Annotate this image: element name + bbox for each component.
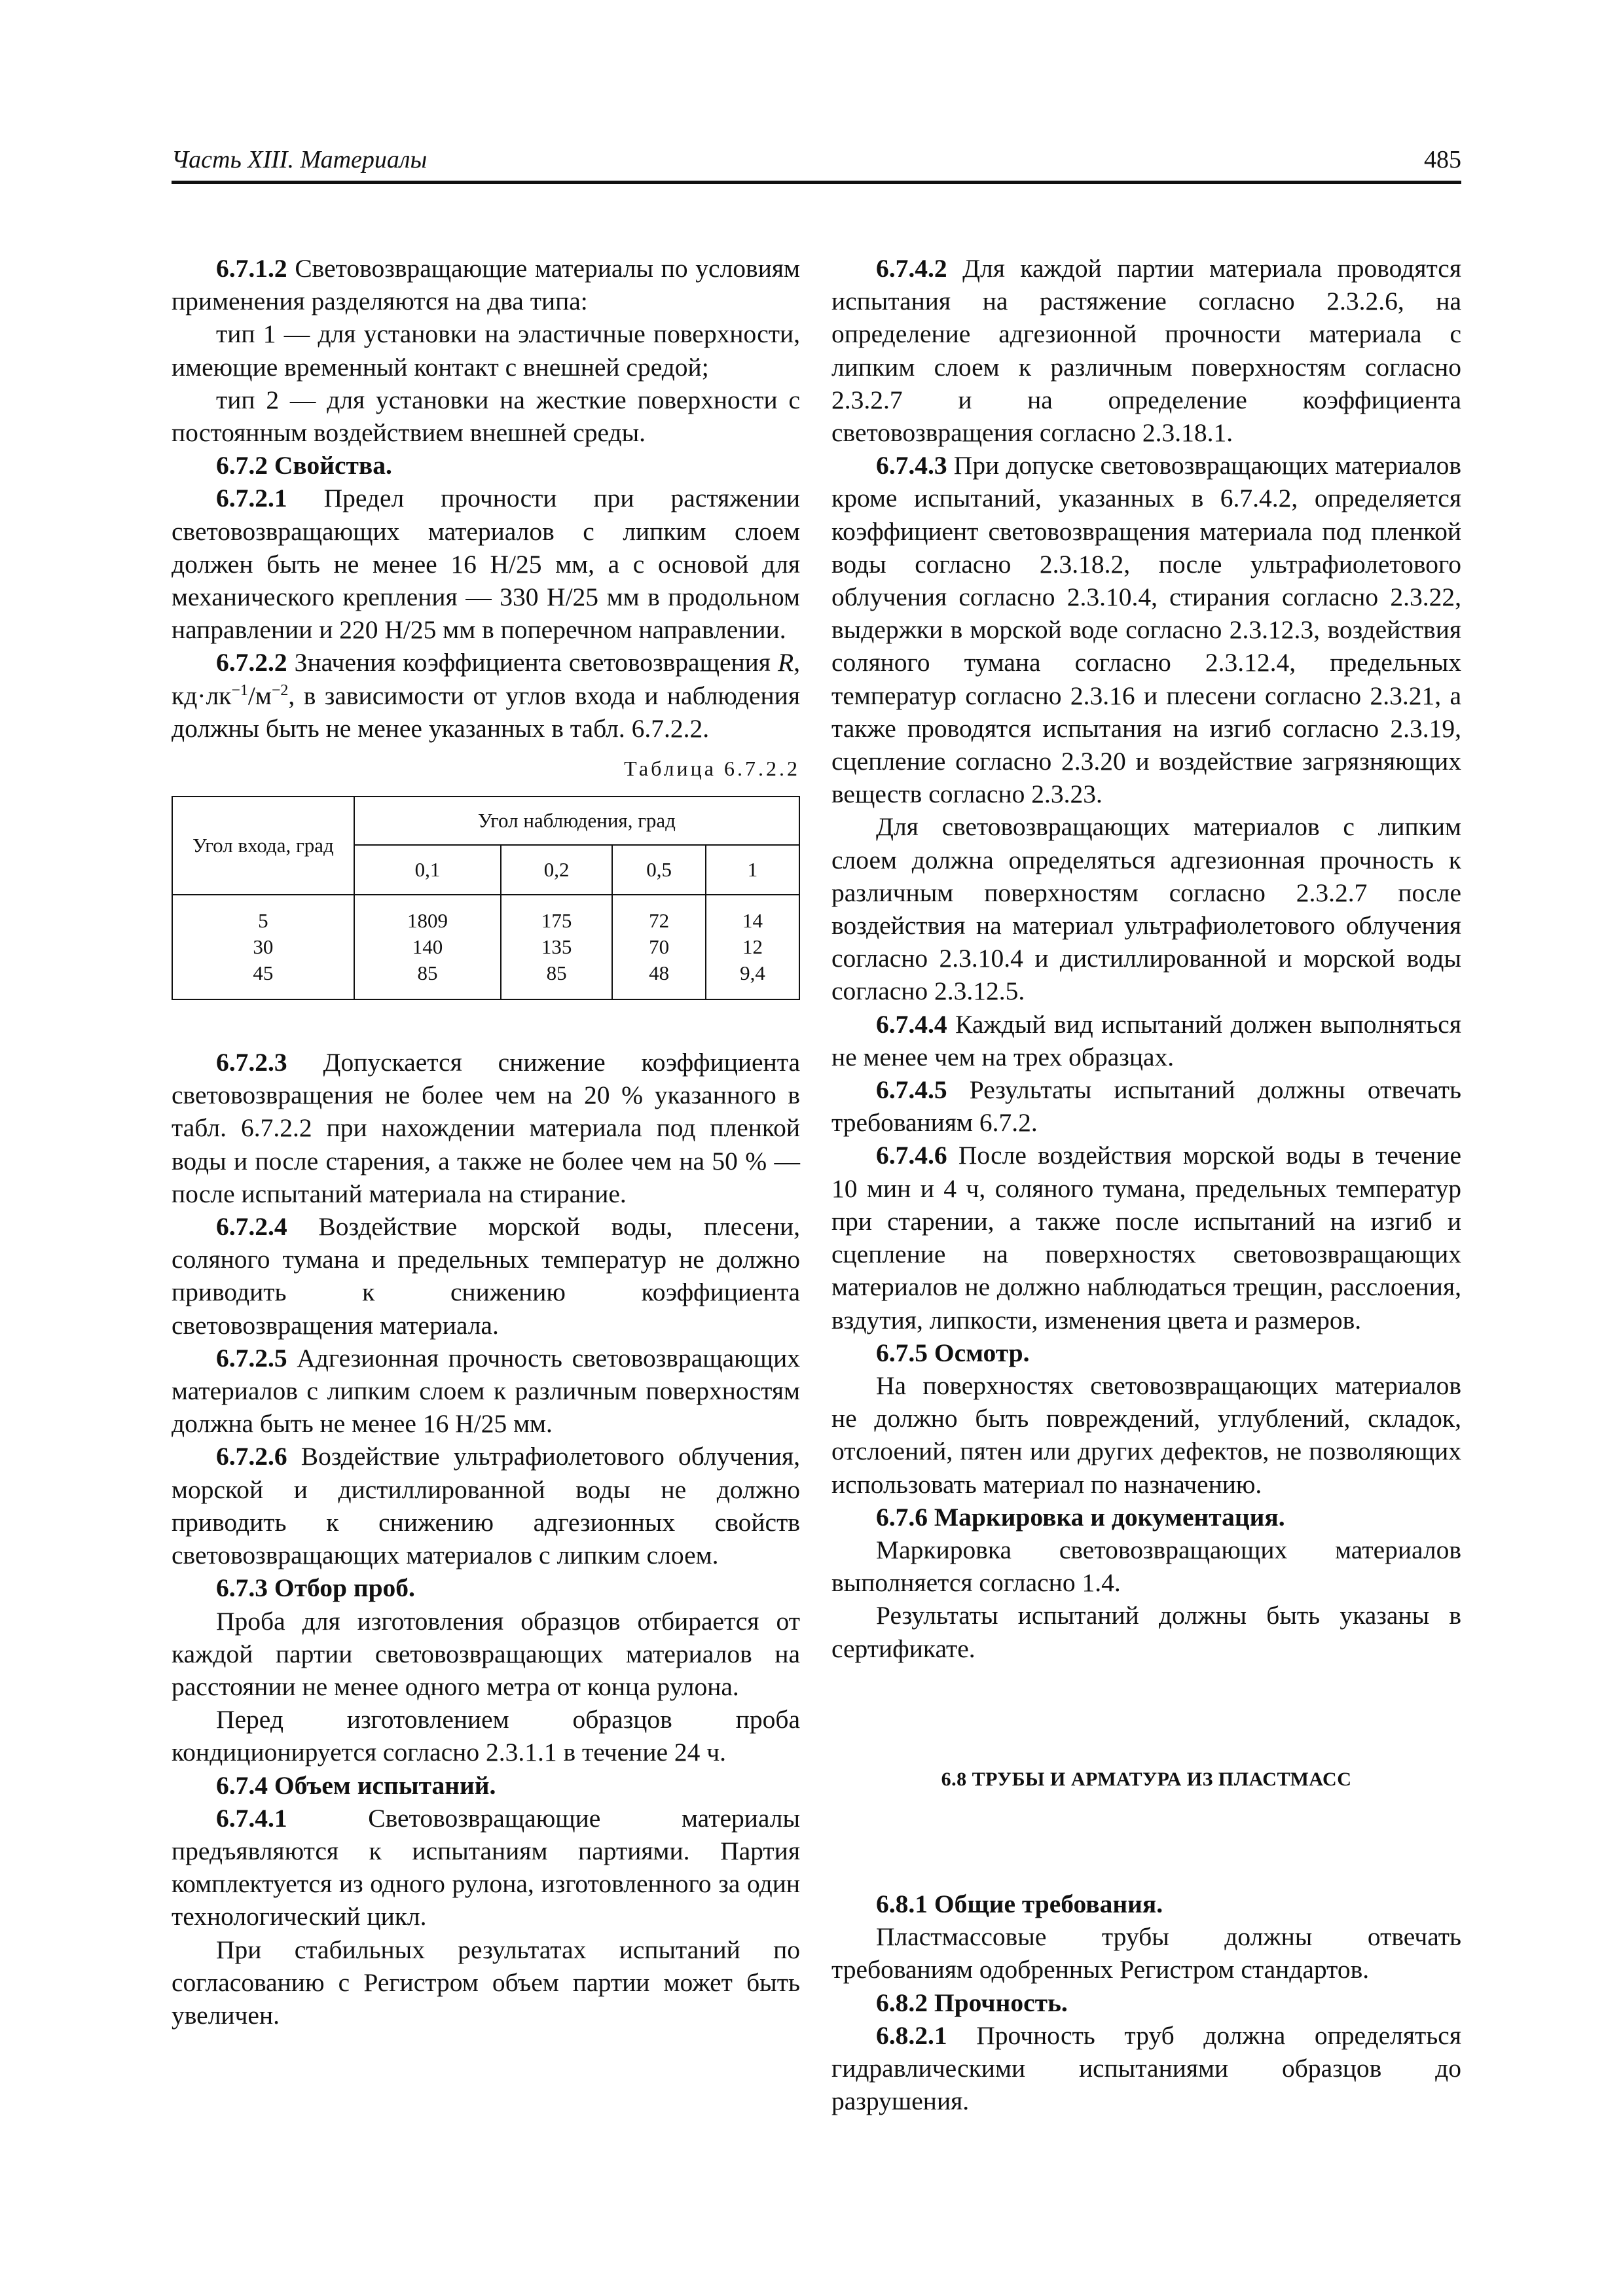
paragraph-sampling: Проба для изготовления образцов отбирается от каждой партии световозвращающих материалов на расстоянии не менее одного метра от конца рулона. [172,1606,800,1701]
paragraph-certificate: Результаты испытаний должны быть указаны в сертификате. [831,1601,1461,1663]
paragraph-6-7-4-4: 6.7.4.4 Каждый вид испытаний должен выполняться не менее чем на трех образцах. [831,1009,1462,1071]
page-number: 485 [1424,146,1461,173]
paragraph-6-8-2-1: 6.8.2.1 Прочность труб должна определяться гидравлическими испытаниями образцов до разрушения. [831,2020,1461,2116]
paragraph-6-7-4-2: 6.7.4.2 Для каждой партии материала проводятся испытания на растяжение согласно 2.3.2.6, на определение адгезионной прочности материала с липким слоем к различным поверхностям согласно 2.3.2.7 и на определение коэффициента световозвращения согласно 2.3.18.1. [831,254,1461,448]
right-column [831,252,1461,2117]
paragraph-inspection: На поверхностях световозвращающих материалов не должно быть повреждений, углублений, складок, отслоений, пятен или других дефектов, не позволяющих использовать материал по назначению. [831,1371,1461,1499]
table-col-obs-1: 14 12 9,4 [706,895,799,999]
paragraph-6-7-2-6: 6.7.2.6 Воздействие ультрафиолетового облучения, морской и дистиллированной воды не должно приводить к снижению адгезионных свойств световозвращающих материалов с липким слоем. [172,1442,801,1570]
paragraph-batch-size: При стабильных результатах испытаний по согласованию с Регистром объем партии может быть увеличен. [172,1935,800,2030]
heading-6-7-4: 6.7.4 Объем испытаний. [216,1770,496,1800]
table-header-obs-0-5: 0,5 [612,845,706,895]
paragraph-plastic-pipes: Пластмассовые трубы должны отвечать требованиям одобренных Регистром стандартов. [831,1922,1461,1984]
heading-6-7-2: 6.7.2 Свойства. [216,451,392,480]
section-title-6-8: 6.8 ТРУБЫ И АРМАТУРА ИЗ ПЛАСТМАСС [941,1768,1352,1790]
paragraph-conditioning: Перед изготовлением образцов проба кондиционируется согласно 2.3.1.1 в течение 24 ч. [172,1705,800,1767]
paragraph-type-2: тип 2 — для установки на жесткие поверхности с постоянным воздействием внешней среды. [172,385,800,448]
running-title: Часть XIII. Материалы [172,146,428,173]
table-col-obs-0-1: 1809 140 85 [354,895,501,999]
table-header-obs-0-2: 0,2 [501,845,612,895]
paragraph-6-7-4-3: 6.7.4.3 При допуске световозвращающих материалов кроме испытаний, указанных в 6.7.4.2, определяется коэффициент световозвращения материала под пленкой воды согласно 2.3.18.2, после ультрафиолетового облучения согласно 2.3.10.4, стирания согласно 2.3.22, выдержки в морской воде согласно 2.3.12.3, воздействия соляного тумана согласно 2.3.12.4, предельных температур согласно 2.3.16 и плесени согласно 2.3.21, а также проводятся испытания на изгиб согласно 2.3.19, сцепление согласно 2.3.20 и воздействие загрязняющих веществ согласно 2.3.23. [831,451,1462,809]
paragraph-marking: Маркировка световозвращающих материалов выполняется согласно 1.4. [831,1535,1461,1598]
paragraph-6-7-2-1: 6.7.2.1 Предел прочности при растяжении световозвращающих материалов с липким слоем должен быть не менее 16 Н/25 мм, а с основой для механического крепления — 330 Н/25 мм в продольном направлении и 220 Н/25 мм в поперечном направлении. [172,484,800,645]
retroreflection-table [172,796,800,1000]
heading-6-8-1: 6.8.1 Общие требования. [876,1889,1163,1918]
left-column [172,252,800,2032]
paragraph-6-7-4-5: 6.7.4.5 Результаты испытаний должны отвечать требованиям 6.7.2. [831,1075,1461,1138]
paragraph-6-7-2-4: 6.7.2.4 Воздействие морской воды, плесени, соляного тумана и предельных температур не должно приводить к снижению коэффициента световозвращения материала. [172,1212,801,1340]
table-col-entry-angles: 5 30 45 [172,895,354,999]
paragraph-6-7-2-5: 6.7.2.5 Адгезионная прочность световозвращающих материалов с липким слоем к различным поверхностям должна быть не менее 16 Н/25 мм. [172,1343,800,1439]
table-col-obs-0-5: 72 70 48 [612,895,706,999]
heading-6-7-6: 6.7.6 Маркировка и документация. [876,1502,1285,1532]
table-header-obs-1: 1 [706,845,799,895]
paragraph-6-7-4-1: 6.7.4.1 Световозвращающие материалы предъявляются к испытаниям партиями. Партия комплектуется из одного рулона, изготовленного за один технологический цикл. [172,1803,801,1931]
table-header-entry-angle: Угол входа, град [172,797,354,895]
heading-6-7-5: 6.7.5 Осмотр. [876,1338,1030,1367]
page-header [172,145,1461,184]
heading-6-7-3: 6.7.3 Отбор проб. [216,1573,415,1603]
heading-6-8-2: 6.8.2 Прочность. [876,1988,1068,2017]
paragraph-adhesion-tests: Для световозвращающих материалов с липким слоем должна определяться адгезионная прочность к различным поверхностям согласно 2.3.2.7 после воздействия на материал ультрафиолетового облучения согласно 2.3.10.4 и дистиллированной и морской воды согласно 2.3.12.5. [831,812,1461,1006]
paragraph-6-7-4-6: 6.7.4.6 После воздействия морской воды в течение 10 мин и 4 ч, соляного тумана, предельных температур при старении, а также после испытаний на изгиб и сцепление на поверхностях световозвращающих материалов не должно наблюдаться трещин, расслоения, вздутия, липкости, изменения цвета и размеров. [831,1141,1461,1335]
paragraph-6-7-2-3: 6.7.2.3 Допускается снижение коэффициента световозвращения не более чем на 20 % указанного в табл. 6.7.2.2 при нахождении материала под пленкой воды и после старения, а также не более чем на 50 % — после испытаний материала на стирание. [172,1048,800,1208]
paragraph-type-1: тип 1 — для установки на эластичные поверхности, имеющие временный контакт с внешней средой; [172,319,800,382]
table-header-obs-0-1: 0,1 [354,845,501,895]
paragraph-6-7-1-2: 6.7.1.2 Световозвращающие материалы по условиям применения разделяются на два типа: [172,254,800,316]
table-col-obs-0-2: 175 135 85 [501,895,612,999]
paragraph-6-7-2-2: 6.7.2.2 Значения коэффициента световозвращения R, $кд\cdot лк^{-1}/м^{-2}$, в зависимости от углов входа и наблюдения должны быть не менее указанных в табл. 6.7.2.2. [172,648,801,743]
table-header-observation-angle: Угол наблюдения, град [354,797,799,845]
table-caption: Таблица 6.7.2.2 [624,757,800,781]
